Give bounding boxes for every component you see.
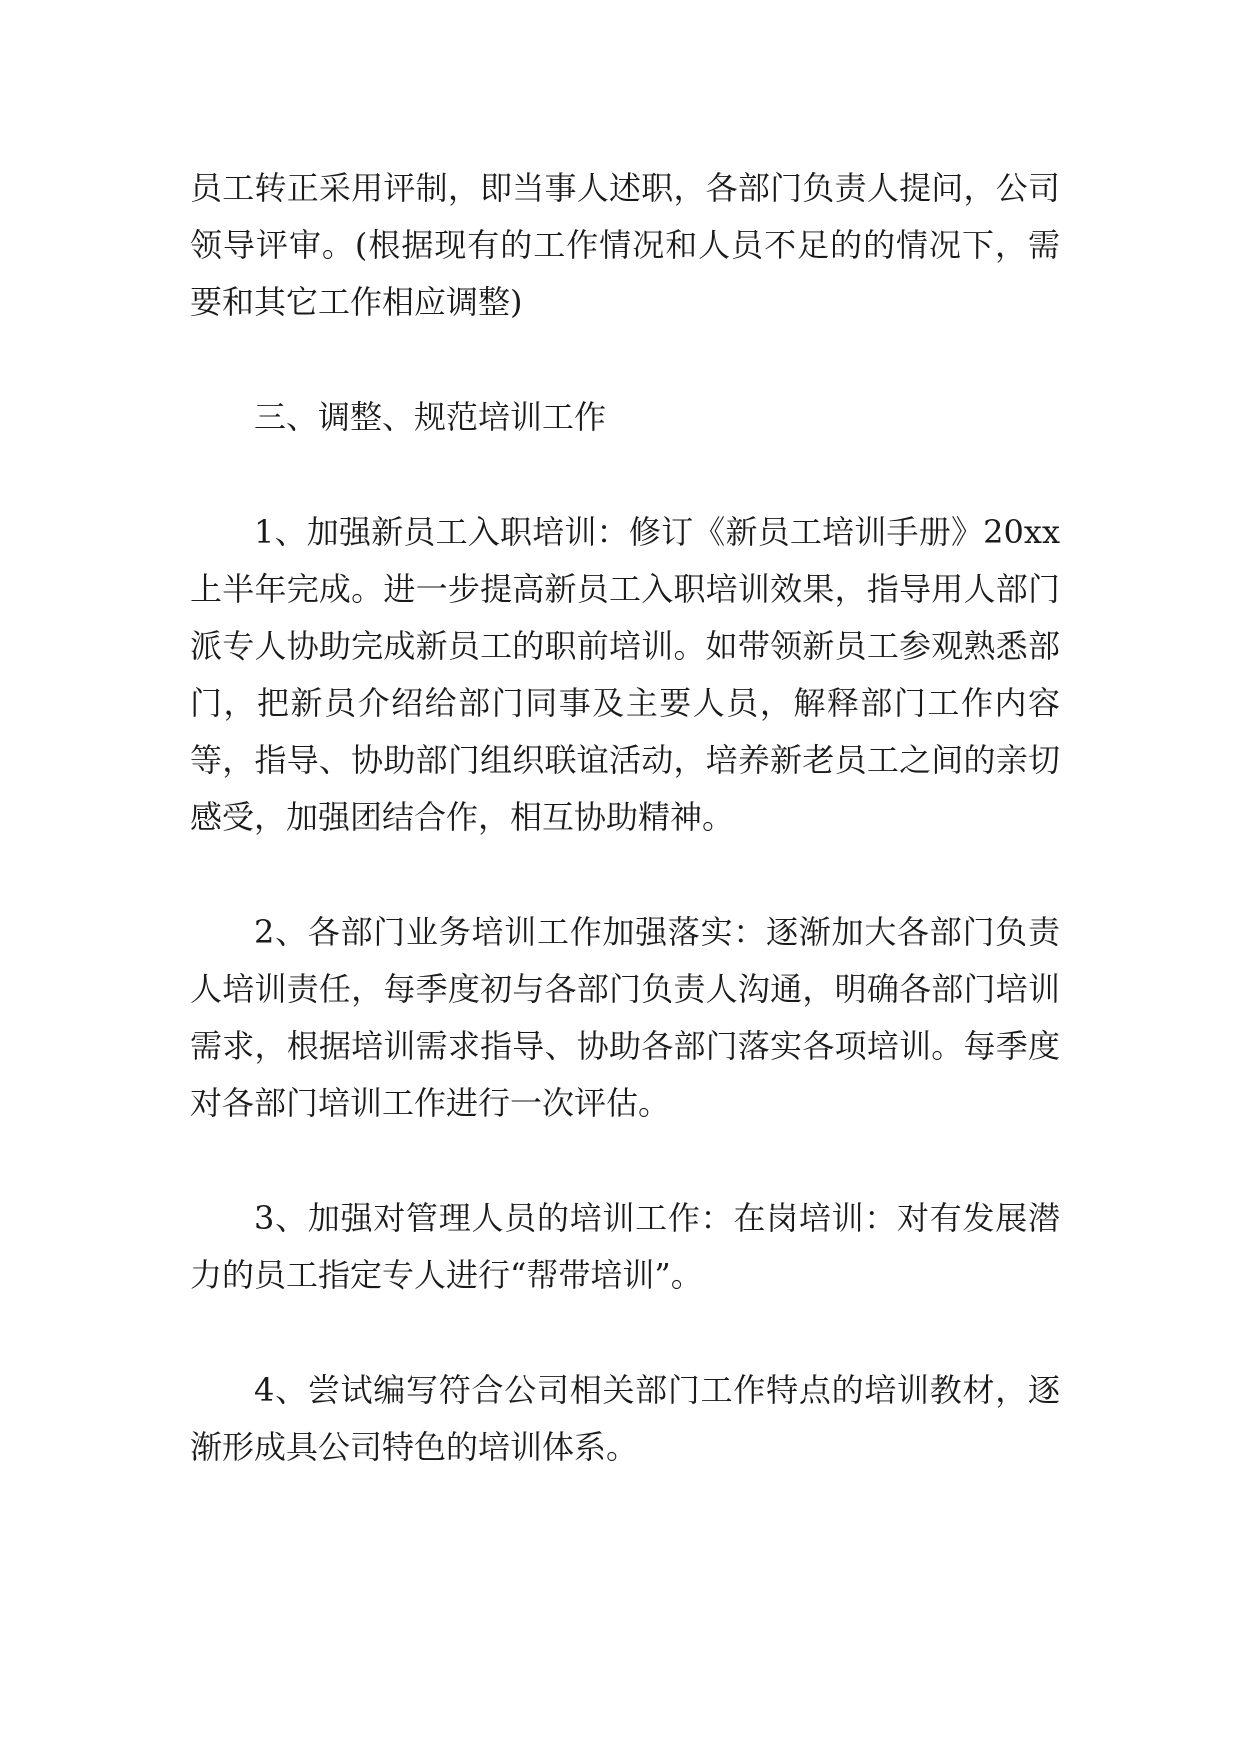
paragraph-item-3: 3、加强对管理人员的培训工作：在岗培训：对有发展潜力的员工指定专人进行“帮带培训”。 bbox=[190, 1199, 1060, 1294]
paragraph-item-4: 4、尝试编写符合公司相关部门工作特点的培训教材，逐渐形成具公司特色的培训体系。 bbox=[190, 1371, 1060, 1466]
paragraph-item-2: 2、各部门业务培训工作加强落实：逐渐加大各部门负责人培训责任，每季度初与各部门负责人沟通，明确各部门培训需求，根据培训需求指导、协助各部门落实各项培训。每季度对各部门培训工作进行一次评估。 bbox=[190, 913, 1060, 1122]
document-body bbox=[190, 160, 1060, 1476]
paragraph-probation-review: 员工转正采用评制，即当事人述职，各部门负责人提问，公司领导评审。(根据现有的工作情况和人员不足的的情况下，需要和其它工作相应调整) bbox=[190, 169, 1060, 321]
paragraph-item-1: 1、加强新员工入职培训：修订《新员工培训手册》20xx上半年完成。进一步提高新员工入职培训效果，指导用人部门派专人协助完成新员工的职前培训。如带领新员工参观熟悉部门，把新员介绍给部门同事及主要人员，解释部门工作内容等，指导、协助部门组织联谊活动，培养新老员工之间的亲切感受，加强团结合作，相互协助精神。 bbox=[190, 513, 1060, 836]
section-heading-training: 三、调整、规范培训工作 bbox=[254, 398, 607, 436]
